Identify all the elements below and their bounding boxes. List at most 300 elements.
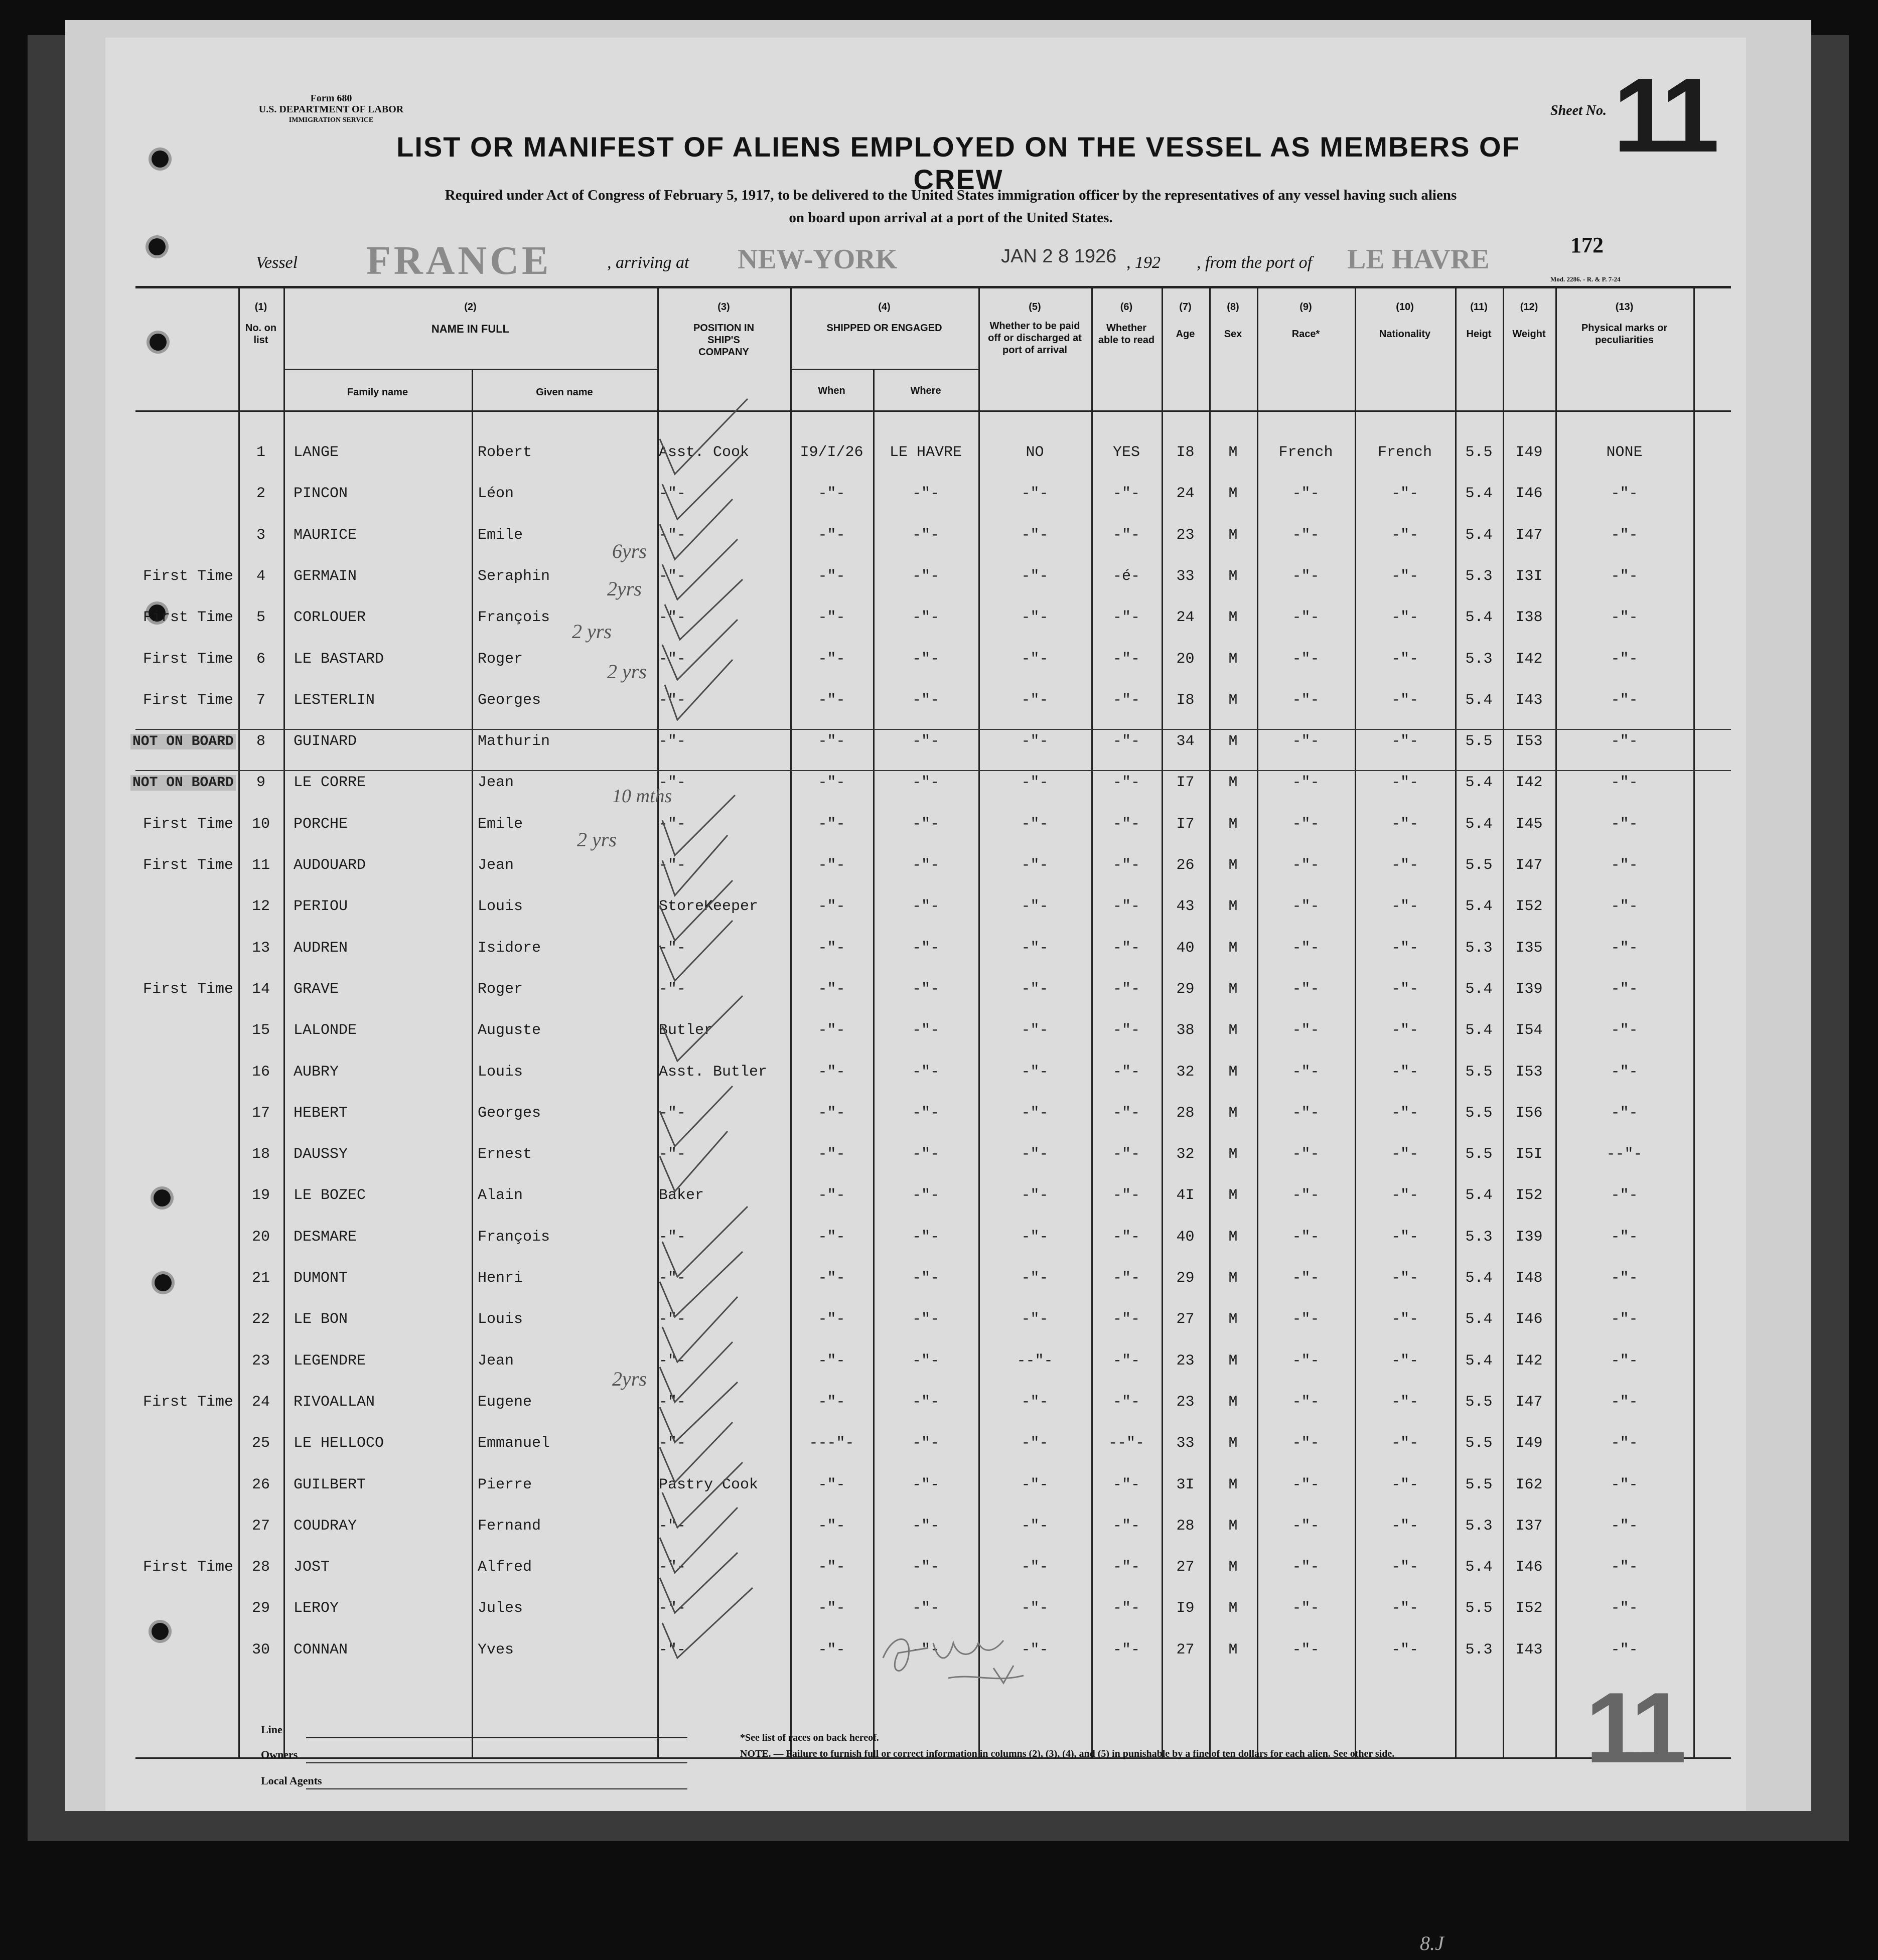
cell-weight: I46 (1515, 1559, 1543, 1576)
cell-race: -"- (1292, 1270, 1320, 1287)
cell-where: -"- (912, 1518, 939, 1535)
corner-mark: 8.J (1420, 1932, 1444, 1954)
cell-nat: -"- (1391, 1641, 1418, 1659)
sheet-number-bottom: 11 (1585, 1672, 1682, 1784)
cell-race: -"- (1292, 1641, 1320, 1659)
cell-paid: -"- (1021, 1600, 1049, 1617)
cell-family: LE BASTARD (294, 651, 384, 668)
cell-race: -"- (1292, 1105, 1320, 1122)
cell-read: -"- (1112, 1394, 1140, 1411)
cell-weight: I47 (1515, 857, 1543, 874)
cell-given: Alfred (478, 1559, 532, 1576)
subtitle-line-1: Required under Act of Congress of February 5, 1917, to be delivered to the United States immigration officer by the representatives of any vessel having such aliens (445, 187, 1457, 203)
row-margin-note: First Time (143, 816, 234, 833)
cell-age: 32 (1176, 1146, 1195, 1163)
cell-nat: -"- (1391, 774, 1418, 791)
cell-paid: -"- (1021, 1559, 1049, 1576)
cell-read: -é- (1112, 568, 1140, 585)
cell-paid: -"- (1021, 857, 1049, 874)
cell-sex: M (1228, 857, 1238, 874)
cell-pos: -"- (659, 1270, 686, 1287)
col-8-header: (8) Sex (1224, 301, 1242, 340)
cell-no: 16 (251, 1064, 270, 1081)
cell-marks: -"- (1611, 1518, 1638, 1535)
cell-race: -"- (1292, 1352, 1320, 1370)
row-margin-note: NOT ON BOARD (130, 734, 236, 749)
cell-age: 24 (1176, 485, 1195, 502)
cell-sex: M (1228, 1435, 1238, 1452)
cell-weight: I39 (1515, 1229, 1543, 1246)
cell-given: Mathurin (478, 733, 550, 750)
cell-weight: I45 (1515, 816, 1543, 833)
cell-weight: I42 (1515, 774, 1543, 791)
cell-where: -"- (912, 485, 939, 502)
cell-nat: French (1377, 444, 1432, 461)
cell-where: -"- (912, 1064, 939, 1081)
cell-read: -"- (1112, 1064, 1140, 1081)
cell-height: 5.4 (1465, 609, 1493, 626)
cell-pos: -"- (659, 609, 686, 626)
cell-family: PORCHE (294, 816, 348, 833)
footer-line-rule (306, 1737, 687, 1738)
cell-marks: -"- (1611, 898, 1638, 915)
cell-nat: -"- (1391, 1435, 1418, 1452)
cell-sex: M (1228, 1270, 1238, 1287)
cell-where: -"- (912, 1600, 939, 1617)
cell-sex: M (1228, 981, 1238, 998)
officer-signature (873, 1613, 1064, 1693)
cell-where: -"- (912, 1270, 939, 1287)
cell-marks: -"- (1611, 609, 1638, 626)
cell-where: -"- (912, 1394, 939, 1411)
cell-read: -"- (1112, 485, 1140, 502)
cell-weight: I38 (1515, 609, 1543, 626)
cell-marks: --"- (1606, 1146, 1643, 1163)
cell-height: 5.5 (1465, 444, 1493, 461)
cell-read: -"- (1112, 981, 1140, 998)
cell-height: 5.3 (1465, 1641, 1493, 1659)
cell-paid: -"- (1021, 1229, 1049, 1246)
cell-nat: -"- (1391, 568, 1418, 585)
cell-when: -"- (818, 1229, 845, 1246)
cell-paid: -"- (1021, 1064, 1049, 1081)
cell-nat: -"- (1391, 1394, 1418, 1411)
cell-age: 29 (1176, 1270, 1195, 1287)
cell-pos: -"- (659, 1311, 686, 1328)
cell-height: 5.3 (1465, 940, 1493, 957)
cell-no: 17 (251, 1105, 270, 1122)
cell-no: 7 (256, 692, 265, 709)
cell-age: 33 (1176, 1435, 1195, 1452)
cell-no: 26 (251, 1476, 270, 1493)
footer-agents-label: Local Agents (261, 1774, 322, 1787)
form-number: Form 680 (310, 93, 352, 104)
footer-agents-rule (306, 1788, 687, 1789)
name-subheader-rule (283, 369, 657, 370)
cell-no: 5 (256, 609, 265, 626)
cell-height: 5.5 (1465, 1435, 1493, 1452)
cell-family: GUILBERT (294, 1476, 366, 1493)
cell-read: -"- (1112, 1518, 1140, 1535)
races-footnote: *See list of races on back hereof. (740, 1732, 879, 1743)
cell-no: 19 (251, 1187, 270, 1204)
cell-when: -"- (818, 1105, 845, 1122)
cell-read: -"- (1112, 816, 1140, 833)
check-marks (647, 359, 808, 1723)
cell-sex: M (1228, 1559, 1238, 1576)
cell-where: LE HAVRE (889, 444, 962, 461)
cell-sex: M (1228, 527, 1238, 544)
cell-sex: M (1228, 1311, 1238, 1328)
cell-pos: -"- (659, 1435, 686, 1452)
cell-where: -"- (912, 1229, 939, 1246)
cell-sex: M (1228, 774, 1238, 791)
cell-family: GRAVE (294, 981, 339, 998)
cell-race: -"- (1292, 692, 1320, 709)
cell-read: -"- (1112, 857, 1140, 874)
cell-height: 5.4 (1465, 1187, 1493, 1204)
cell-marks: -"- (1611, 527, 1638, 544)
cell-where: -"- (912, 1187, 939, 1204)
cell-given: Ernest (478, 1146, 532, 1163)
cell-read: -"- (1112, 733, 1140, 750)
col-13-header: (13) Physical marks or peculiarities (1581, 301, 1668, 346)
cell-family: LE CORRE (294, 774, 366, 791)
cell-read: -"- (1112, 1352, 1140, 1370)
cell-age: 32 (1176, 1064, 1195, 1081)
cell-pos: -"- (659, 651, 686, 668)
col-2-given-header: Given name (536, 387, 593, 398)
cell-age: 4I (1176, 1187, 1195, 1204)
cell-when: ---"- (809, 1435, 854, 1452)
cell-nat: -"- (1391, 609, 1418, 626)
cell-where: -"- (912, 1435, 939, 1452)
handwritten-porche: 10 mths (612, 786, 672, 807)
cell-where: -"- (912, 1022, 939, 1039)
cell-weight: I42 (1515, 651, 1543, 668)
cell-height: 5.4 (1465, 485, 1493, 502)
cell-height: 5.4 (1465, 1311, 1493, 1328)
cell-read: -"- (1112, 1600, 1140, 1617)
cell-where: -"- (912, 898, 939, 915)
cell-no: 1 (256, 444, 265, 461)
cell-age: 28 (1176, 1105, 1195, 1122)
cell-weight: I53 (1515, 1064, 1543, 1081)
cell-height: 5.5 (1465, 857, 1493, 874)
cell-family: GERMAIN (294, 568, 357, 585)
cell-marks: -"- (1611, 651, 1638, 668)
cell-race: -"- (1292, 651, 1320, 668)
cell-nat: -"- (1391, 1600, 1418, 1617)
punch-hole (152, 1623, 169, 1640)
cell-marks: -"- (1611, 1064, 1638, 1081)
cell-when: -"- (818, 1311, 845, 1328)
service-label: IMMIGRATION SERVICE (288, 116, 374, 124)
cell-sex: M (1228, 1476, 1238, 1493)
cell-family: LEGENDRE (294, 1352, 366, 1370)
cell-given: Alain (478, 1187, 523, 1204)
handwritten-corlouer: 2yrs (607, 577, 642, 600)
cell-no: 30 (251, 1641, 270, 1659)
cell-read: -"- (1112, 1311, 1140, 1328)
cell-height: 5.5 (1465, 1394, 1493, 1411)
cell-where: -"- (912, 1476, 939, 1493)
cell-race: -"- (1292, 1476, 1320, 1493)
cell-nat: -"- (1391, 898, 1418, 915)
handwritten-germain: 6yrs (612, 540, 647, 562)
cell-weight: I49 (1515, 444, 1543, 461)
cell-given: Emile (478, 527, 523, 544)
row-margin-note: First Time (143, 651, 234, 668)
cell-paid: -"- (1021, 1394, 1049, 1411)
punch-hole (154, 1189, 171, 1207)
cell-marks: -"- (1611, 1435, 1638, 1452)
cell-where: -"- (912, 568, 939, 585)
cell-where: -"- (912, 981, 939, 998)
cell-race: -"- (1292, 1394, 1320, 1411)
cell-paid: -"- (1021, 898, 1049, 915)
cell-race: -"- (1292, 485, 1320, 502)
cell-no: 15 (251, 1022, 270, 1039)
cell-pos: -"- (659, 857, 686, 874)
cell-sex: M (1228, 444, 1238, 461)
cell-height: 5.4 (1465, 816, 1493, 833)
cell-race: -"- (1292, 857, 1320, 874)
cell-marks: -"- (1611, 981, 1638, 998)
cell-pos: -"- (659, 1518, 686, 1535)
cell-no: 22 (251, 1311, 270, 1328)
cell-sex: M (1228, 568, 1238, 585)
cell-race: -"- (1292, 568, 1320, 585)
cell-no: 29 (251, 1600, 270, 1617)
cell-no: 14 (251, 981, 270, 998)
cell-where: -"- (912, 527, 939, 544)
cell-weight: I49 (1515, 1435, 1543, 1452)
cell-paid: --"- (1017, 1352, 1053, 1370)
cell-pos: -"- (659, 940, 686, 957)
cell-paid: -"- (1021, 1146, 1049, 1163)
cell-height: 5.5 (1465, 1105, 1493, 1122)
cell-paid: -"- (1021, 568, 1049, 585)
cell-where: -"- (912, 609, 939, 626)
cell-race: -"- (1292, 1311, 1320, 1328)
cell-weight: I43 (1515, 1641, 1543, 1659)
cell-when: -"- (818, 857, 845, 874)
table-header-rule (135, 410, 1731, 412)
cell-pos: Butler (659, 1022, 713, 1039)
cell-read: -"- (1112, 774, 1140, 791)
cell-sex: M (1228, 1394, 1238, 1411)
cell-given: Yves (478, 1641, 514, 1659)
cell-no: 6 (256, 651, 265, 668)
cell-where: -"- (912, 1146, 939, 1163)
col-2-family-header: Family name (347, 387, 408, 398)
cell-no: 23 (251, 1352, 270, 1370)
cell-weight: I42 (1515, 1352, 1543, 1370)
cell-age: 24 (1176, 609, 1195, 626)
cell-when: -"- (818, 1476, 845, 1493)
cell-sex: M (1228, 1229, 1238, 1246)
cell-paid: -"- (1021, 651, 1049, 668)
cell-height: 5.5 (1465, 1600, 1493, 1617)
cell-given: Georges (478, 1105, 541, 1122)
cell-sex: M (1228, 1518, 1238, 1535)
cell-age: I8 (1176, 692, 1195, 709)
strike-row-9 (135, 770, 1731, 771)
cell-weight: I37 (1515, 1518, 1543, 1535)
cell-when: -"- (818, 609, 845, 626)
col-divider (1693, 286, 1695, 1758)
cell-marks: -"- (1611, 568, 1638, 585)
cell-pos: -"- (659, 816, 686, 833)
cell-race: -"- (1292, 609, 1320, 626)
cell-age: I9 (1176, 1600, 1195, 1617)
cell-height: 5.4 (1465, 1352, 1493, 1370)
cell-no: 2 (256, 485, 265, 502)
sheet-number: 11 (1613, 56, 1714, 174)
cell-when: -"- (818, 1394, 845, 1411)
cell-when: -"- (818, 733, 845, 750)
cell-family: LEROY (294, 1600, 339, 1617)
cell-age: 27 (1176, 1559, 1195, 1576)
cell-race: -"- (1292, 981, 1320, 998)
cell-paid: -"- (1021, 692, 1049, 709)
col-1-header: (1) No. on list (245, 301, 277, 346)
cell-height: 5.4 (1465, 1559, 1493, 1576)
cell-when: -"- (818, 940, 845, 957)
cell-no: 21 (251, 1270, 270, 1287)
cell-marks: -"- (1611, 1311, 1638, 1328)
col-7-header: (7) Age (1176, 301, 1195, 340)
cell-age: I8 (1176, 444, 1195, 461)
arriving-port: NEW-YORK (738, 244, 898, 275)
cell-read: -"- (1112, 940, 1140, 957)
cell-age: 28 (1176, 1518, 1195, 1535)
cell-given: Emmanuel (478, 1435, 550, 1452)
cell-race: -"- (1292, 1600, 1320, 1617)
cell-no: 12 (251, 898, 270, 915)
col-4-when-header: When (818, 385, 845, 396)
cell-where: -"- (912, 1559, 939, 1576)
cell-where: -"- (912, 651, 939, 668)
cell-nat: -"- (1391, 1311, 1418, 1328)
cell-height: 5.5 (1465, 1064, 1493, 1081)
cell-when: -"- (818, 1187, 845, 1204)
cell-given: Jean (478, 857, 514, 874)
col-11-header: (11) Heigt (1466, 301, 1492, 340)
cell-marks: -"- (1611, 940, 1638, 957)
cell-given: Robert (478, 444, 532, 461)
cell-weight: I43 (1515, 692, 1543, 709)
cell-nat: -"- (1391, 1022, 1418, 1039)
cell-nat: -"- (1391, 940, 1418, 957)
from-label: , from the port of (1197, 253, 1313, 272)
cell-nat: -"- (1391, 1476, 1418, 1493)
cell-where: -"- (912, 1105, 939, 1122)
footer-line-label: Line (261, 1723, 282, 1736)
cell-where: -"- (912, 733, 939, 750)
cell-where: -"- (912, 1641, 939, 1659)
cell-given: François (478, 1229, 550, 1246)
cell-read: -"- (1112, 1105, 1140, 1122)
cell-age: 20 (1176, 651, 1195, 668)
cell-given: Seraphin (478, 568, 550, 585)
cell-race: -"- (1292, 1518, 1320, 1535)
cell-marks: -"- (1611, 857, 1638, 874)
cell-marks: -"- (1611, 733, 1638, 750)
cell-marks: -"- (1611, 1229, 1638, 1246)
cell-when: -"- (818, 1641, 845, 1659)
cell-race: -"- (1292, 527, 1320, 544)
cell-height: 5.3 (1465, 568, 1493, 585)
cell-read: YES (1112, 444, 1140, 461)
cell-family: MAURICE (294, 527, 357, 544)
cell-no: 20 (251, 1229, 270, 1246)
cell-paid: -"- (1021, 527, 1049, 544)
punch-hole (149, 238, 166, 255)
cell-pos: -"- (659, 1641, 686, 1659)
cell-when: -"- (818, 485, 845, 502)
cell-no: 4 (256, 568, 265, 585)
cell-race: -"- (1292, 1435, 1320, 1452)
cell-where: -"- (912, 1311, 939, 1328)
year-label: , 192 (1126, 253, 1161, 272)
vessel-name: FRANCE (366, 239, 552, 283)
cell-weight: I52 (1515, 1187, 1543, 1204)
cell-read: -"- (1112, 651, 1140, 668)
cell-height: 5.4 (1465, 898, 1493, 915)
cell-marks: -"- (1611, 816, 1638, 833)
cell-height: 5.3 (1465, 1518, 1493, 1535)
cell-given: Isidore (478, 940, 541, 957)
cell-race: -"- (1292, 1229, 1320, 1246)
cell-family: RIVOALLAN (294, 1394, 375, 1411)
cell-no: 28 (251, 1559, 270, 1576)
cell-family: DAUSSY (294, 1146, 348, 1163)
cell-family: JOST (294, 1559, 330, 1576)
cell-read: -"- (1112, 1022, 1140, 1039)
shipped-subheader-rule (790, 369, 978, 370)
col-2-header: (2) NAME IN FULL (431, 301, 510, 335)
cell-paid: -"- (1021, 1270, 1049, 1287)
cell-when: -"- (818, 1600, 845, 1617)
cell-age: 43 (1176, 898, 1195, 915)
col-10-header: (10) Nationality (1379, 301, 1431, 340)
cell-read: -"- (1112, 692, 1140, 709)
cell-when: -"- (818, 527, 845, 544)
cell-read: -"- (1112, 1146, 1140, 1163)
cell-when: -"- (818, 1352, 845, 1370)
cell-sex: M (1228, 651, 1238, 668)
cell-sex: M (1228, 1352, 1238, 1370)
cell-age: I7 (1176, 774, 1195, 791)
manifest-sheet (105, 38, 1746, 1811)
punch-hole (155, 1274, 172, 1291)
cell-family: DUMONT (294, 1270, 348, 1287)
cell-height: 5.3 (1465, 1229, 1493, 1246)
cell-paid: -"- (1021, 1476, 1049, 1493)
cell-paid: -"- (1021, 774, 1049, 791)
cell-sex: M (1228, 1064, 1238, 1081)
cell-nat: -"- (1391, 485, 1418, 502)
from-port: LE HAVRE (1347, 244, 1490, 275)
cell-paid: -"- (1021, 1187, 1049, 1204)
cell-sex: M (1228, 1187, 1238, 1204)
cell-no: 10 (251, 816, 270, 833)
cell-height: 5.5 (1465, 1146, 1493, 1163)
cell-pos: Pastry Cook (659, 1476, 759, 1493)
cell-given: Léon (478, 485, 514, 502)
